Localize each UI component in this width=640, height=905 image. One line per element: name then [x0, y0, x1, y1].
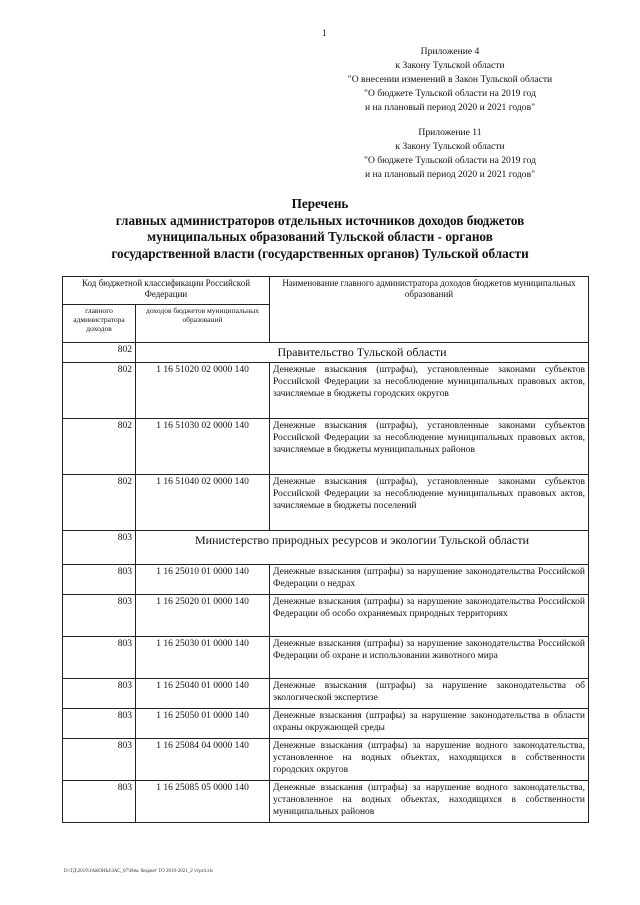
row-description: Денежные взыскания (штрафы) за нарушение водного законодательства, установленное на водных объектах, находящихся в собственности городских округов: [270, 739, 589, 781]
title-line: муниципальных образований Тульской области - органов: [147, 229, 493, 244]
table-row: [63, 679, 589, 709]
row-admin-code: 802: [63, 475, 136, 531]
table-row: [63, 565, 589, 595]
row-admin-code: 803: [63, 781, 136, 823]
row-income-code: 1 16 25040 01 0000 140: [136, 679, 270, 709]
table-row: [63, 739, 589, 781]
group-row: [63, 343, 589, 363]
table-row: [63, 595, 589, 637]
row-income-code: 1 16 51040 02 0000 140: [136, 475, 270, 531]
header-code-group: Код бюджетной классификации Российской Федерации: [63, 277, 270, 305]
row-description: Денежные взыскания (штрафы), установленные законами субъектов Российской Федерации за несоблюдение муниципальных правовых актов, зачисляемые в бюджеты муниципальных районов: [270, 419, 589, 475]
row-admin-code: 803: [63, 679, 136, 709]
appendix-4-line: "О бюджете Тульской области на 2019 год: [364, 88, 536, 99]
appendix-4-line: Приложение 4: [420, 46, 480, 57]
header-name-column: Наименование главного администратора доходов бюджетов муниципальных образований: [270, 277, 589, 343]
appendix-11-line: "О бюджете Тульской области на 2019 год: [364, 155, 536, 166]
group-row: [63, 531, 589, 565]
appendix-4-line: и на плановый период 2020 и 2021 годов": [364, 102, 536, 113]
row-description: Денежные взыскания (штрафы) за нарушение водного законодательства, установленное на водных объектах, находящихся в собственности муниципальных районов: [270, 781, 589, 823]
table-row: [63, 637, 589, 679]
row-admin-code: 803: [63, 709, 136, 739]
header-admin-column: главного администратора доходов: [63, 305, 136, 343]
document-title: [60, 196, 580, 262]
page-number: 1: [322, 28, 327, 38]
table-row: [63, 709, 589, 739]
file-path-footer: D:\ГД\2019\ЗАКОНЫ\ЗАС_07\Изм. бюджет ТО 2019-2021_2 vt\pr4.xls: [64, 869, 214, 874]
appendix-4-block: [300, 45, 600, 115]
row-income-code: 1 16 25020 01 0000 140: [136, 595, 270, 637]
title-line: государственной власти (государственных органов) Тульской области: [111, 245, 529, 261]
row-description: Денежные взыскания (штрафы) за нарушение законодательства Российской Федерации о недрах: [270, 565, 589, 595]
appendix-4-line: к Закону Тульской области: [395, 60, 505, 71]
row-description: Денежные взыскания (штрафы) за нарушение законодательства Российской Федерации об охране и использовании животного мира: [270, 637, 589, 679]
appendix-11-line: к Закону Тульской области: [395, 141, 505, 152]
row-income-code: 1 16 25010 01 0000 140: [136, 565, 270, 595]
title-line: главных администраторов отдельных источников доходов бюджетов: [115, 212, 525, 228]
group-name: Министерство природных ресурсов и экологии Тульской области: [136, 531, 589, 565]
row-admin-code: 802: [63, 363, 136, 419]
row-income-code: 1 16 51020 02 0000 140: [136, 363, 270, 419]
title-line: Перечень: [291, 196, 349, 211]
group-name: Правительство Тульской области: [136, 343, 589, 363]
row-description: Денежные взыскания (штрафы), установленные законами субъектов Российской Федерации за несоблюдение муниципальных правовых актов, зачисляемые в бюджеты городских округов: [270, 363, 589, 419]
appendix-11-line: Приложение 11: [418, 127, 482, 138]
row-income-code: 1 16 25030 01 0000 140: [136, 637, 270, 679]
group-admin-code: 803: [63, 531, 136, 565]
administrators-table: [62, 276, 589, 823]
header-income-column: доходов бюджетов муниципальных образований: [136, 305, 270, 343]
table-row: [63, 781, 589, 823]
row-description: Денежные взыскания (штрафы), установленные законами субъектов Российской Федерации за несоблюдение муниципальных правовых актов, зачисляемые в бюджеты поселений: [270, 475, 589, 531]
appendix-11-block: [300, 126, 600, 182]
row-description: Денежные взыскания (штрафы) за нарушение законодательства об экологической экспертизе: [270, 679, 589, 709]
row-admin-code: 803: [63, 595, 136, 637]
row-description: Денежные взыскания (штрафы) за нарушение законодательства Российской Федерации об особо охраняемых природных территориях: [270, 595, 589, 637]
row-admin-code: 803: [63, 565, 136, 595]
table-row: [63, 475, 589, 531]
row-admin-code: 802: [63, 419, 136, 475]
group-admin-code: 802: [63, 343, 136, 363]
table-row: [63, 363, 589, 419]
row-admin-code: 803: [63, 637, 136, 679]
appendix-4-line: "О внесении изменений в Закон Тульской области: [347, 74, 553, 85]
row-income-code: 1 16 25084 04 0000 140: [136, 739, 270, 781]
row-income-code: 1 16 51030 02 0000 140: [136, 419, 270, 475]
row-description: Денежные взыскания (штрафы) за нарушение законодательства в области охраны окружающей среды: [270, 709, 589, 739]
table-row: [63, 419, 589, 475]
row-income-code: 1 16 25085 05 0000 140: [136, 781, 270, 823]
appendix-11-line: и на плановый период 2020 и 2021 годов": [364, 169, 536, 180]
row-income-code: 1 16 25050 01 0000 140: [136, 709, 270, 739]
row-admin-code: 803: [63, 739, 136, 781]
